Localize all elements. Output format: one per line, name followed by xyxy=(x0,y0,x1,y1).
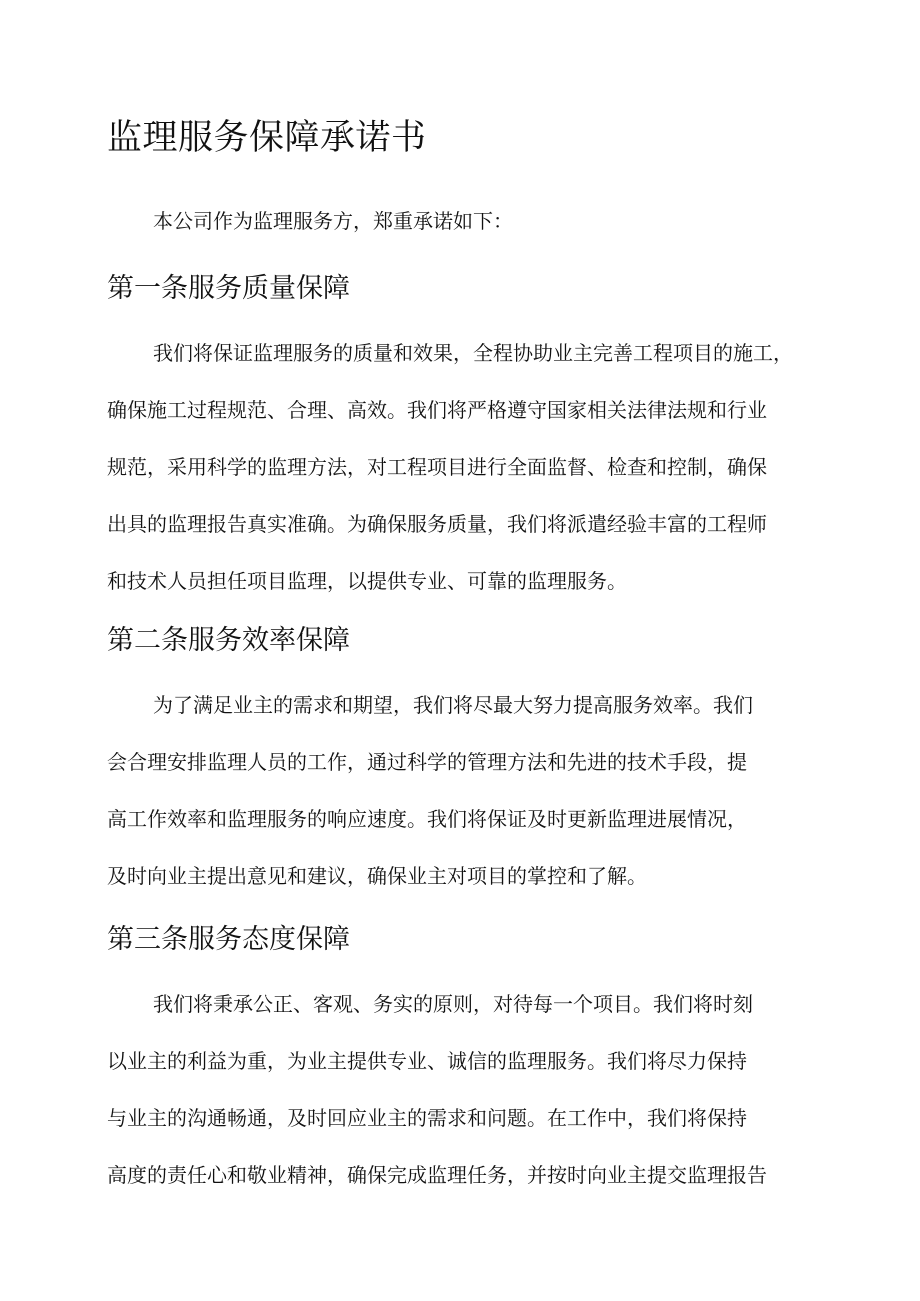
section-heading-quality: 第一条服务质量保障 xyxy=(107,273,350,304)
paragraph-line: 高度的责任心和敬业精神，确保完成监理任务，并按时向业主提交监理报告 xyxy=(107,1163,767,1187)
paragraph-line: 确保施工过程规范、合理、高效。我们将严格遵守国家相关法律法规和行业 xyxy=(107,398,767,422)
section-heading-efficiency: 第二条服务效率保障 xyxy=(107,625,350,656)
paragraph-line: 我们将保证监理服务的质量和效果，全程协助业主完善工程项目的施工， xyxy=(153,341,793,365)
paragraph-line: 与业主的沟通畅通，及时回应业主的需求和问题。在工作中，我们将保持 xyxy=(107,1106,747,1130)
paragraph-line: 及时向业主提出意见和建议，确保业主对项目的掌控和了解。 xyxy=(107,864,647,888)
paragraph-line: 规范，采用科学的监理方法，对工程项目进行全面监督、检查和控制，确保 xyxy=(107,455,767,479)
paragraph-line: 为了满足业主的需求和期望，我们将尽最大努力提高服务效率。我们 xyxy=(153,693,753,717)
paragraph-line: 出具的监理报告真实准确。为确保服务质量，我们将派遣经验丰富的工程师 xyxy=(107,512,767,536)
section-heading-attitude: 第三条服务态度保障 xyxy=(107,924,350,955)
paragraph-line: 和技术人员担任项目监理，以提供专业、可靠的监理服务。 xyxy=(107,569,627,593)
paragraph-line: 我们将秉承公正、客观、务实的原则，对待每一个项目。我们将时刻 xyxy=(153,992,753,1016)
paragraph-line: 高工作效率和监理服务的响应速度。我们将保证及时更新监理进展情况， xyxy=(107,807,747,831)
document-title: 监理服务保障承诺书 xyxy=(107,118,427,158)
paragraph-line: 以业主的利益为重，为业主提供专业、诚信的监理服务。我们将尽力保持 xyxy=(107,1049,747,1073)
paragraph-line: 会合理安排监理人员的工作，通过科学的管理方法和先进的技术手段，提 xyxy=(107,750,747,774)
intro-paragraph: 本公司作为监理服务方，郑重承诺如下： xyxy=(153,209,513,233)
